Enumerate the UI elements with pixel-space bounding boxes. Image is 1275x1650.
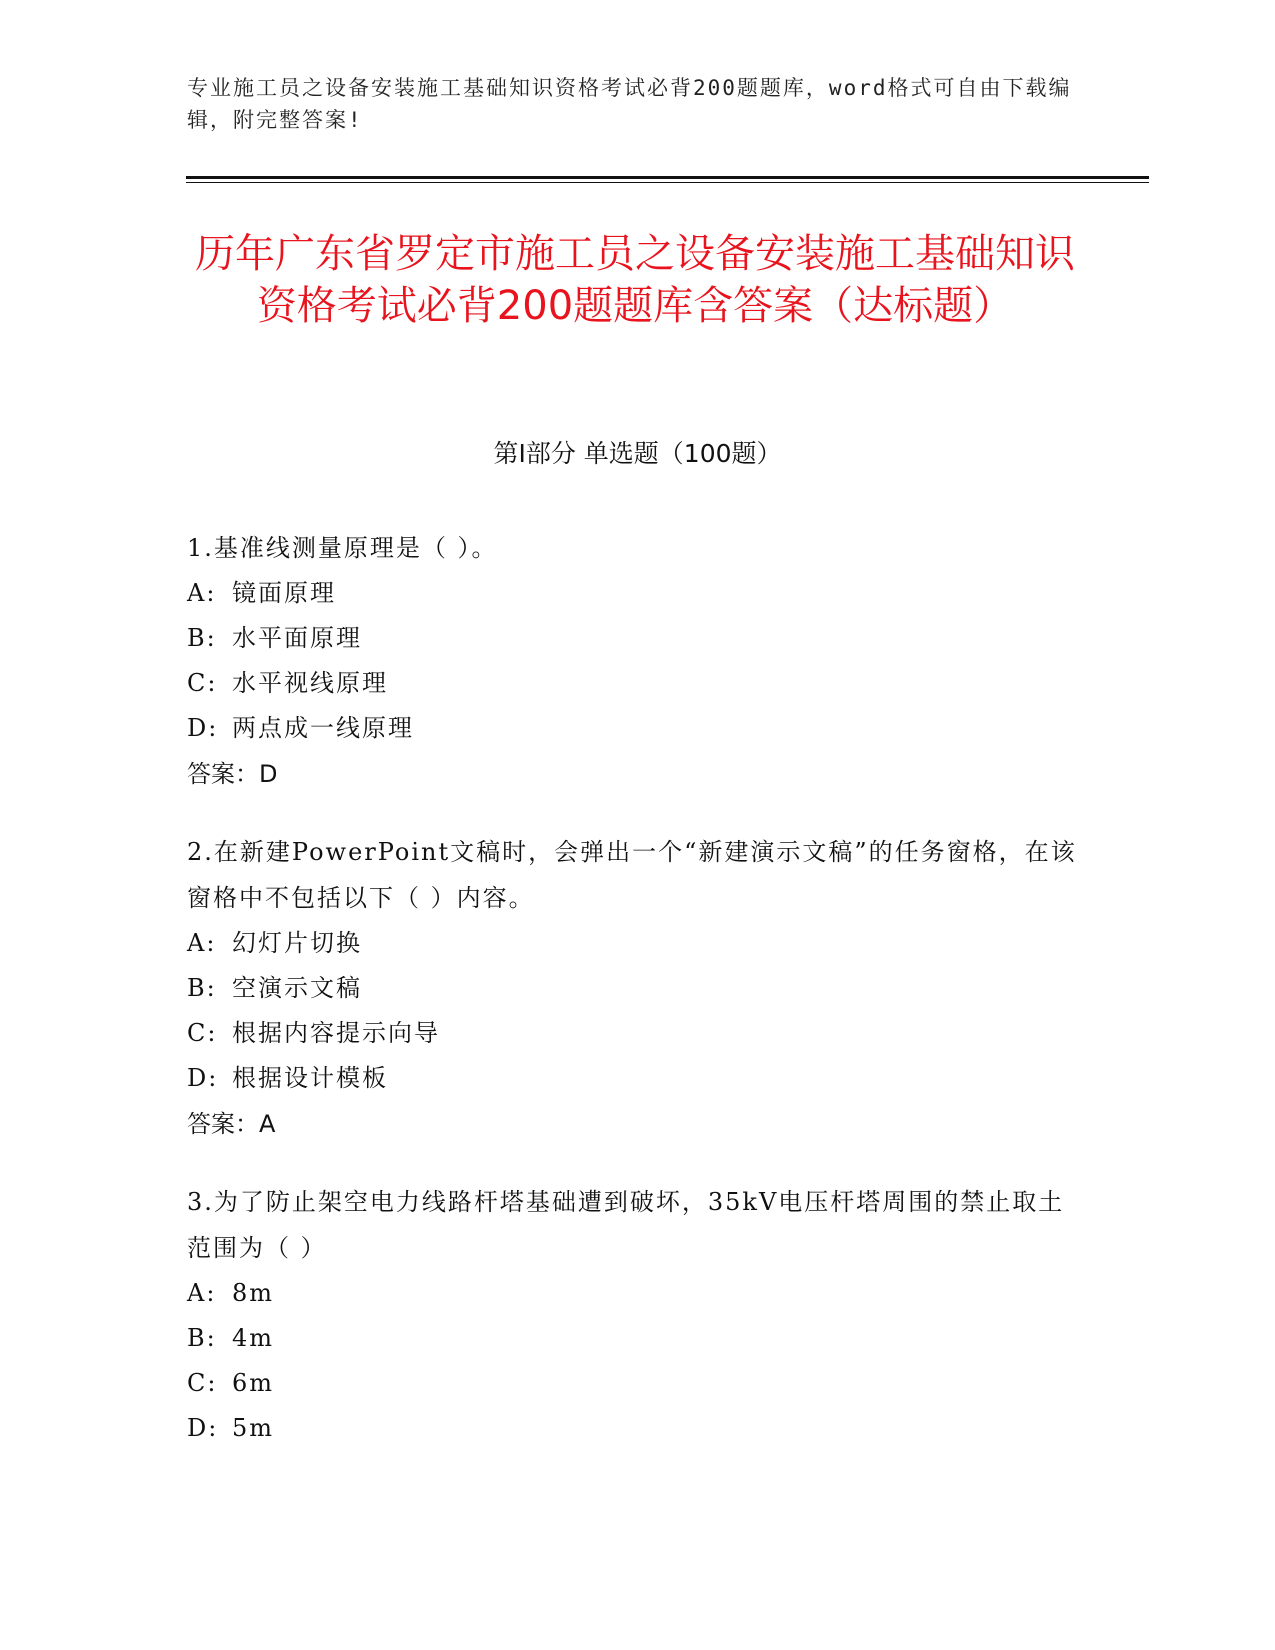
answer-line: 答案：A [187, 1110, 276, 1138]
question-2 [187, 829, 1077, 1147]
option-key: D: [187, 1064, 219, 1092]
option-b [187, 1316, 1077, 1361]
option-key: A: [187, 579, 217, 607]
option-key: B: [187, 1324, 217, 1352]
document-title: 历年广东省罗定市施工员之设备安装施工基础知识资格考试必背200题题库含答案（达标题） [195, 231, 1075, 329]
option-d [187, 1056, 1077, 1101]
question-list [187, 525, 1077, 1483]
option-text: 幻灯片切换 [232, 929, 362, 957]
option-text: 根据设计模板 [232, 1064, 388, 1092]
option-text: 6m [232, 1369, 275, 1397]
option-c [187, 1011, 1077, 1056]
option-key: A: [187, 1279, 217, 1307]
option-b [187, 966, 1077, 1011]
option-key: A: [187, 929, 217, 957]
question-stem: 2.在新建PowerPoint文稿时，会弹出一个“新建演示文稿”的任务窗格，在该窗格中不包括以下（ ）内容。 [187, 838, 1077, 912]
option-a [187, 921, 1077, 966]
option-text: 镜面原理 [232, 579, 336, 607]
option-key: B: [187, 974, 217, 1002]
option-text: 4m [232, 1324, 275, 1352]
question-stem: 3.为了防止架空电力线路杆塔基础遭到破坏，35kV电压杆塔周围的禁止取土范围为（ ） [187, 1188, 1065, 1262]
option-text: 水平面原理 [232, 624, 362, 652]
option-text: 5m [232, 1414, 275, 1442]
option-key: C: [187, 669, 218, 697]
question-stem: 1.基准线测量原理是（ ）。 [187, 534, 498, 562]
option-key: D: [187, 714, 219, 742]
section-title: 第I部分 单选题（100题） [493, 439, 782, 468]
option-text: 空演示文稿 [232, 974, 362, 1002]
option-text: 两点成一线原理 [232, 714, 414, 742]
option-b [187, 616, 1077, 661]
header-note: 专业施工员之设备安装施工基础知识资格考试必背200题题库，word格式可自由下载编辑，附完整答案! [187, 76, 1072, 132]
option-text: 根据内容提示向导 [232, 1019, 440, 1047]
question-3 [187, 1179, 1077, 1451]
option-key: C: [187, 1019, 218, 1047]
option-d [187, 1406, 1077, 1451]
answer-line: 答案：D [187, 760, 278, 788]
option-a [187, 571, 1077, 616]
header-rule-thick [186, 176, 1149, 179]
header-rule-thin [186, 182, 1149, 183]
option-key: C: [187, 1369, 218, 1397]
option-key: B: [187, 624, 217, 652]
option-c [187, 1361, 1077, 1406]
option-key: D: [187, 1414, 219, 1442]
option-d [187, 706, 1077, 751]
option-c [187, 661, 1077, 706]
option-text: 水平视线原理 [232, 669, 388, 697]
option-a [187, 1271, 1077, 1316]
option-text: 8m [232, 1279, 275, 1307]
question-1 [187, 525, 1077, 797]
